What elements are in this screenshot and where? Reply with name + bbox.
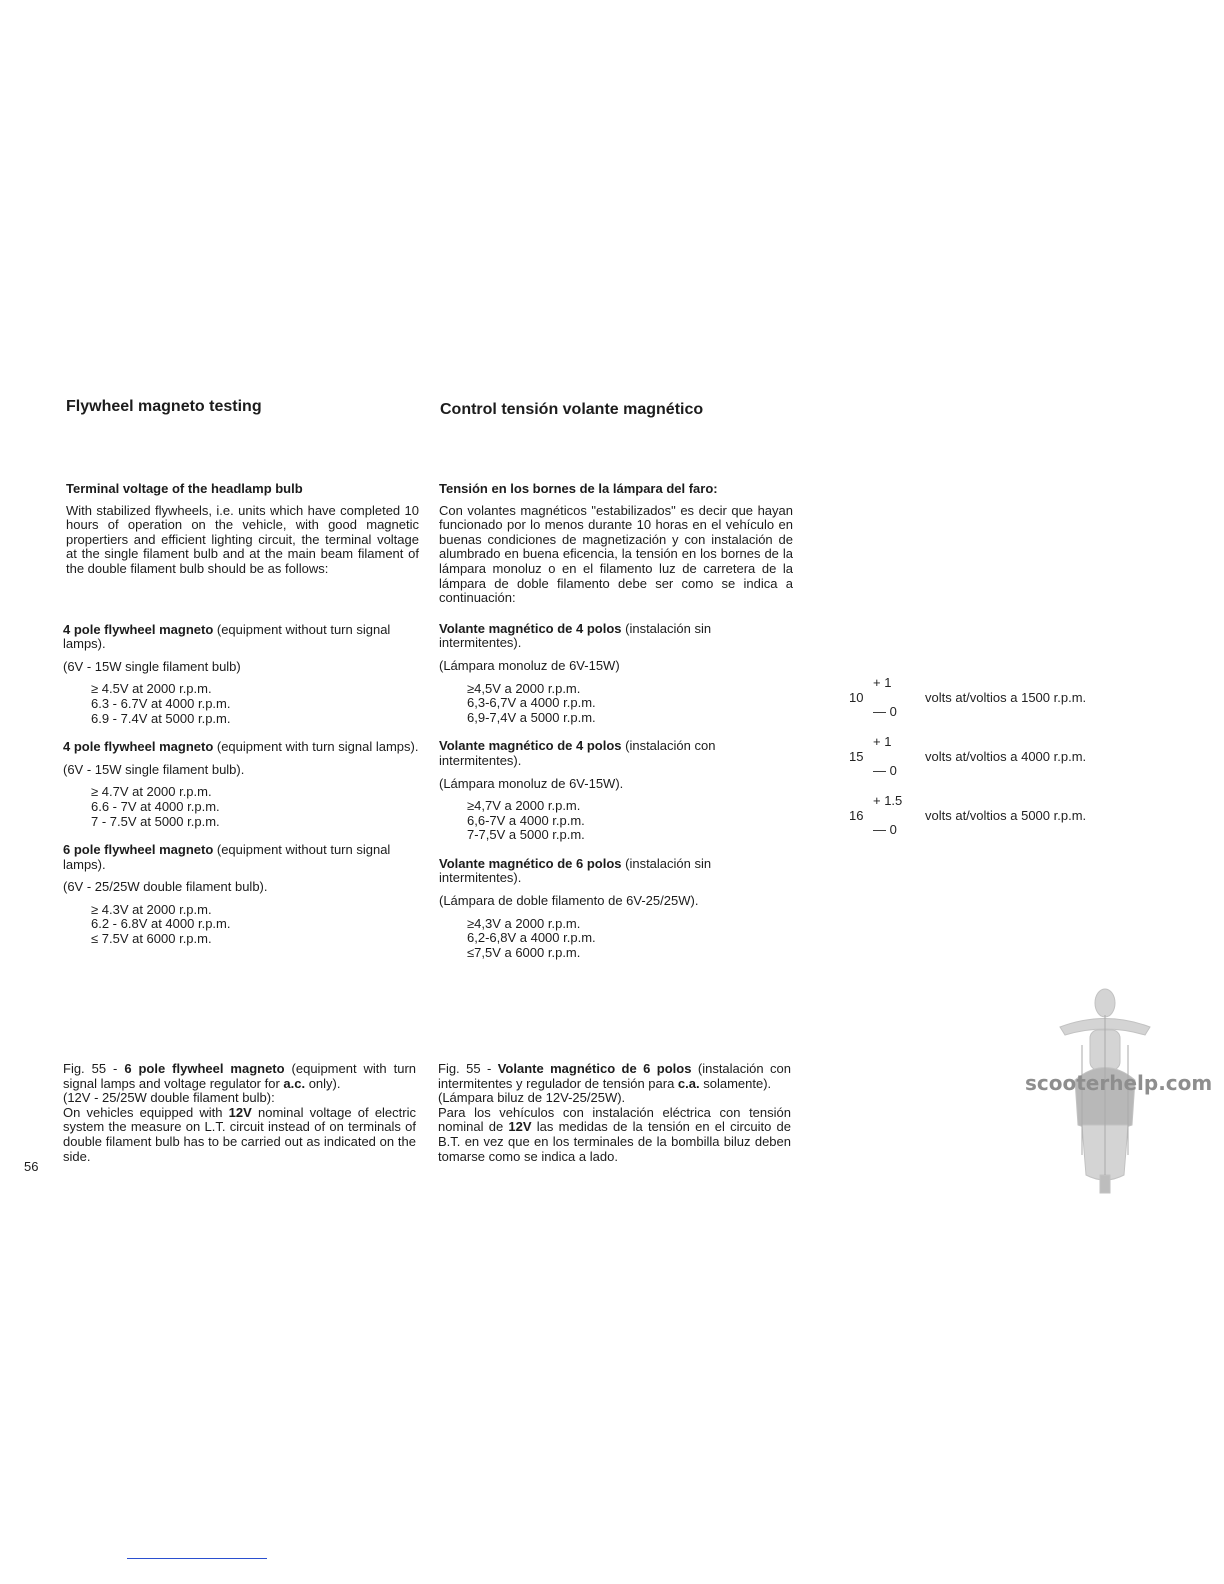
left-subheading: Terminal voltage of the headlamp bulb xyxy=(66,481,303,496)
right-section-3-bulb: (Lámpara de doble filamento de 6V-25/25W). xyxy=(439,893,699,909)
page-number: 56 xyxy=(24,1159,39,1174)
left-section-1-heading: 4 pole flywheel magneto (equipment without turn signal lamps). xyxy=(63,621,391,652)
left-intro: With stabilized flywheels, i.e. units which have completed 10 hours of operation on the vehicle, with good magnetic propertiers and efficient lighting circuit, the terminal voltage at the single filament bulb and at the main beam filament of the double filament bulb should be as follows: xyxy=(66,502,419,576)
right-title: Control tensión volante magnético xyxy=(440,401,704,418)
right-column xyxy=(439,482,793,960)
left-section-2-heading: 4 pole flywheel magneto (equipment with turn signal lamps). xyxy=(63,739,419,755)
footer-rule xyxy=(127,1558,267,1559)
left-section-2-values: ≥ 4.7V at 2000 r.p.m. 6.6 - 7V at 4000 r.p.m. 7 - 7.5V at 5000 r.p.m. xyxy=(91,784,220,829)
right-section-1-bulb: (Lámpara monoluz de 6V-15W) xyxy=(439,657,620,673)
left-section-3-values: ≥ 4.3V at 2000 r.p.m. 6.2 - 6.8V at 4000 r.p.m. ≤ 7.5V at 6000 r.p.m. xyxy=(91,901,231,947)
watermark xyxy=(1020,985,1213,1195)
left-column xyxy=(63,482,419,947)
right-section-2-heading: Volante magnético de 4 polos (instalación con intermitentes). xyxy=(439,738,716,768)
right-section-2-values: ≥4,7V a 2000 r.p.m. 6,6-7V a 4000 r.p.m. 7-7,5V a 5000 r.p.m. xyxy=(467,798,585,843)
right-section-1-values: ≥4,5V a 2000 r.p.m. 6,3-6,7V a 4000 r.p.m. 6,9-7,4V a 5000 r.p.m. xyxy=(467,680,596,725)
left-fig-caption: Fig. 55 - 6 pole flywheel magneto (equipment with turn signal lamps and voltage regulator for a.c. only). (12V - 25/25W double filament bulb): On vehicles equipped with 12V nominal voltage of electric system the measure on L.T. circuit instead of on terminals of double filament bulb has to be carried out as indicated on the side. xyxy=(63,1061,416,1164)
right-fig-caption: Fig. 55 - Volante magnético de 6 polos (instalación con intermitentes y regulador de tensión para c.a. solamente). (Lámpara biluz de 12V-25/25W). Para los vehículos con instalación eléctrica con tensión nominal de 12V las medidas de la tensión en el circuito de B.T. en vez que en los terminales de la bombilla biluz deben tomarse como se indica a lado. xyxy=(438,1061,791,1164)
left-section-3-bulb: (6V - 25/25W double filament bulb). xyxy=(63,879,268,895)
tolerance-row: 16 + 1.5 — 0 volts at/voltios a 5000 r.p.m. xyxy=(849,793,1087,837)
right-section-1-heading: Volante magnético de 4 polos (instalación sin intermitentes). xyxy=(439,620,712,651)
left-section-1-bulb: (6V - 15W single filament bulb) xyxy=(63,658,241,674)
tolerance-row: 10 + 1 — 0 volts at/voltios a 1500 r.p.m. xyxy=(849,675,1087,719)
watermark-text: scooterhelp.com xyxy=(1025,1071,1213,1095)
left-section-1-values: ≥ 4.5V at 2000 r.p.m. 6.3 - 6.7V at 4000 r.p.m. 6.9 - 7.4V at 5000 r.p.m. xyxy=(91,681,231,726)
left-section-3-heading: 6 pole flywheel magneto (equipment without turn signal lamps). xyxy=(63,842,391,872)
right-section-3-values: ≥4,3V a 2000 r.p.m. 6,2-6,8V a 4000 r.p.m. ≤7,5V a 6000 r.p.m. xyxy=(467,915,596,960)
left-section-2-bulb: (6V - 15W single filament bulb). xyxy=(63,761,245,777)
right-section-3-heading: Volante magnético de 6 polos (instalación sin intermitentes). xyxy=(439,855,712,886)
left-title: Flywheel magneto testing xyxy=(66,398,262,415)
right-section-2-bulb: (Lámpara monoluz de 6V-15W). xyxy=(439,775,624,791)
right-subheading: Tensión en los bornes de la lámpara del faro: xyxy=(439,481,718,496)
tolerance-row: 15 + 1 — 0 volts at/voltios a 4000 r.p.m. xyxy=(849,734,1087,778)
right-intro: Con volantes magnéticos "estabilizados" es decir que hayan funcionado por lo menos durante 10 horas en el vehículo en buenas condiciones de magnetización y con instalación de alumbrado en buena eficencia, la tensión en los bornes de la lámpara monoluz o en el filamento luz de carretera de la lámpara de doble filamento debe ser como se indica a continuación: xyxy=(439,502,793,606)
